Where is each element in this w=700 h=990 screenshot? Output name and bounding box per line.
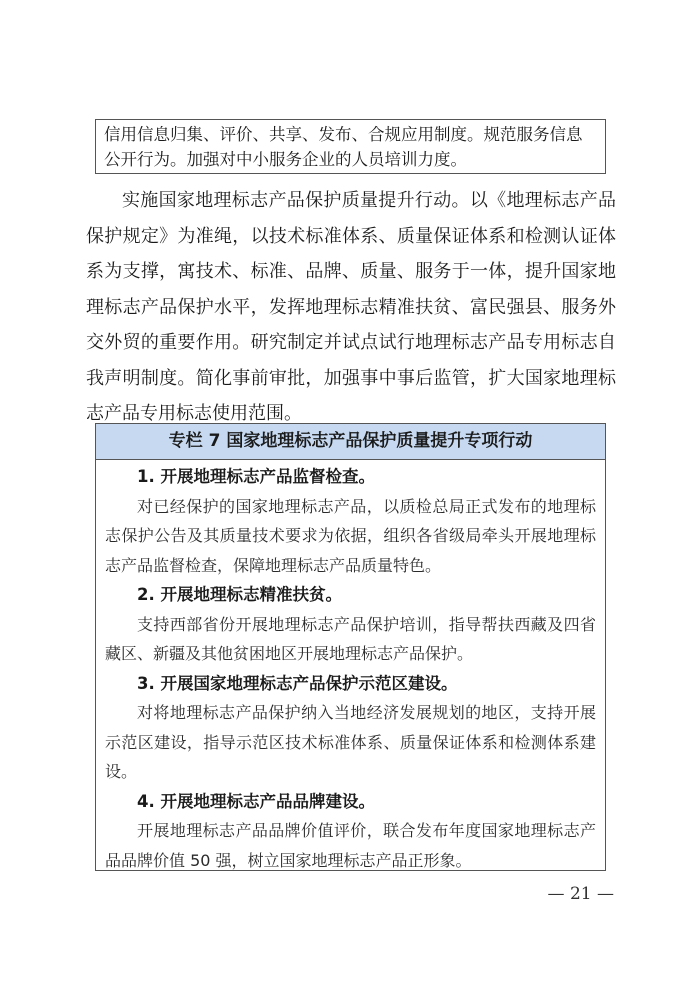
feature-box-title: 专栏 7 国家地理标志产品保护质量提升专项行动	[96, 424, 605, 460]
item-text-4: 开展地理标志产品品牌价值评价，联合发布年度国家地理标志产品品牌价值 50 强，树立国家地理标志产品正形象。	[105, 821, 596, 870]
top-box-text: 信用信息归集、评价、共享、发布、合规应用制度。规范服务信息公开行为。加强对中小服务企业的人员培训力度。	[104, 125, 583, 169]
item-text-1: 对已经保护的国家地理标志产品，以质检总局正式发布的地理标志保护公告及其质量技术要求为依据，组织各省级局牵头开展地理标志产品监督检查，保障地理标志产品质量特色。	[105, 496, 596, 575]
item-heading-1: 1. 开展地理标志产品监督检查。	[137, 467, 375, 486]
body-text	[86, 183, 616, 432]
top-bordered-box	[95, 119, 606, 174]
item-heading-2: 2. 开展地理标志精准扶贫。	[137, 585, 342, 604]
feature-box-content	[96, 460, 605, 875]
item-heading-3: 3. 开展国家地理标志产品保护示范区建设。	[137, 673, 458, 693]
item-text-2: 支持西部省份开展地理标志产品保护培训，指导帮扶西藏及四省藏区、新疆及其他贫困地区开展地理标志产品保护。	[105, 614, 596, 663]
item-heading-4: 4. 开展地理标志产品品牌建设。	[137, 791, 375, 811]
body-paragraph: 实施国家地理标志产品保护质量提升行动。以《地理标志产品保护规定》为准绳，以技术标准体系、质量保证体系和检测认证体系为支撑，寓技术、标准、品牌、质量、服务于一体，提升国家地理标志产品保护水平，发挥地理标志精准扶贫、富民强县、服务外交外贸的重要作用。研究制定并试点试行地理标志产品专用标志自我声明制度。简化事前审批，加强事中事后监管，扩大国家地理标志产品专用标志使用范围。	[86, 190, 616, 424]
item-text-3: 对将地理标志产品保护纳入当地经济发展规划的地区，支持开展示范区建设，指导示范区技术标准体系、质量保证体系和检测体系建设。	[105, 703, 596, 781]
feature-box	[95, 423, 606, 871]
page-number: — 21 —	[547, 884, 614, 904]
